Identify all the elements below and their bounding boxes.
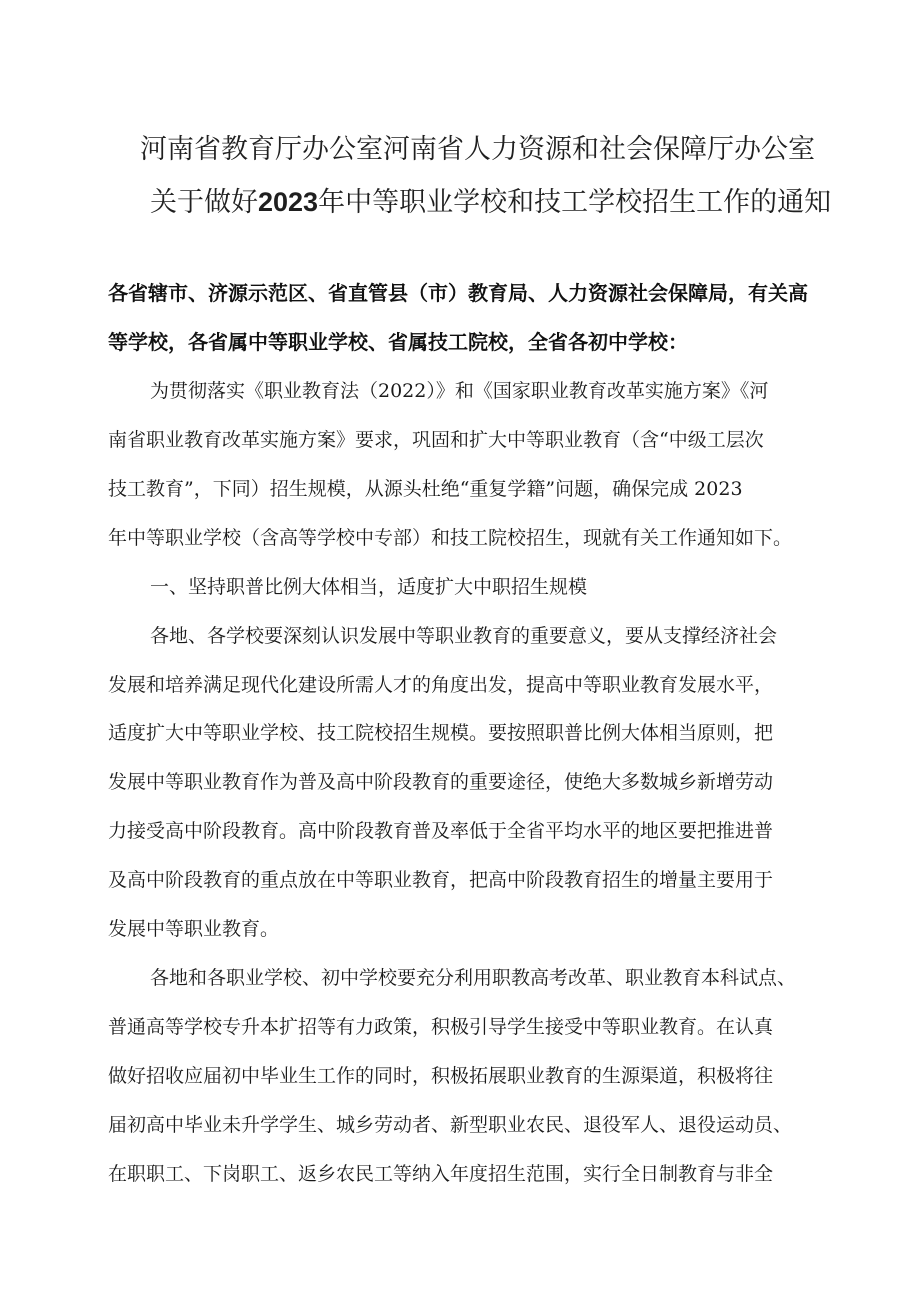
addressee-line-2: 等学校，各省属中等职业学校、省属技工院校，全省各初中学校： [108,330,688,354]
body-line: 年中等职业学校（含高等学校中专部）和技工院校招生，现就有关工作通知如下。 [108,527,793,549]
body-line: 及高中阶段教育的重点放在中等职业教育，把高中阶段教育招生的增量主要用于 [108,869,774,891]
body-line: 发展和培养满足现代化建设所需人才的角度出发，提高中等职业教育发展水平， [108,674,774,696]
title-prefix: 关于做好 [150,187,258,218]
body-line: 做好招收应届初中毕业生工作的同时，积极拓展职业教育的生源渠道，积极将往 [108,1065,774,1087]
body-line: 技工教育”，下同）招生规模，从源头杜绝“重复学籍”问题，确保完成 2023 [108,478,743,500]
body-line: 普通高等学校专升本扩招等有力政策，积极引导学生接受中等职业教育。在认真 [108,1016,774,1038]
body-line: 南省职业教育改革实施方案》要求，巩固和扩大中等职业教育（含“中级工层次 [108,429,764,451]
body-line: 适度扩大中等职业学校、技工院校招生规模。要按照职普比例大体相当原则，把 [108,722,774,744]
addressee-line-1: 各省辖市、济源示范区、省直管县（市）教育局、人力资源社会保障局，有关高 [108,281,808,305]
body-line: 各地和各职业学校、初中学校要充分利用职教高考改革、职业教育本科试点、 [150,967,797,989]
body-line: 发展中等职业教育。 [108,918,280,940]
body-line: 发展中等职业教育作为普及高中阶段教育的重要途径，使绝大多数城乡新增劳动 [108,771,774,793]
body-line: 各地、各学校要深刻认识发展中等职业教育的重要意义，要从支撑经济社会 [150,625,778,647]
body-line: 力接受高中阶段教育。高中阶段教育普及率低于全省平均水平的地区要把推进普 [108,820,774,842]
body-line: 为贯彻落实《职业教育法（2022）》和《国家职业教育改革实施方案》《河 [150,380,769,402]
document-title-line-2 [150,185,831,220]
body-line: 届初高中毕业未升学学生、城乡劳动者、新型职业农民、退役军人、退役运动员、 [108,1114,793,1136]
body-line: 在职职工、下岗职工、返乡农民工等纳入年度招生范围，实行全日制教育与非全 [108,1163,774,1185]
title-suffix: 年中等职业学校和技工学校招生工作的通知 [318,187,832,218]
section-heading: 一、坚持职普比例大体相当，适度扩大中职招生规模 [150,576,588,598]
title-year: 2023 [258,187,319,217]
document-title-line-1: 河南省教育厅办公室河南省人力资源和社会保障厅办公室 [140,134,815,165]
